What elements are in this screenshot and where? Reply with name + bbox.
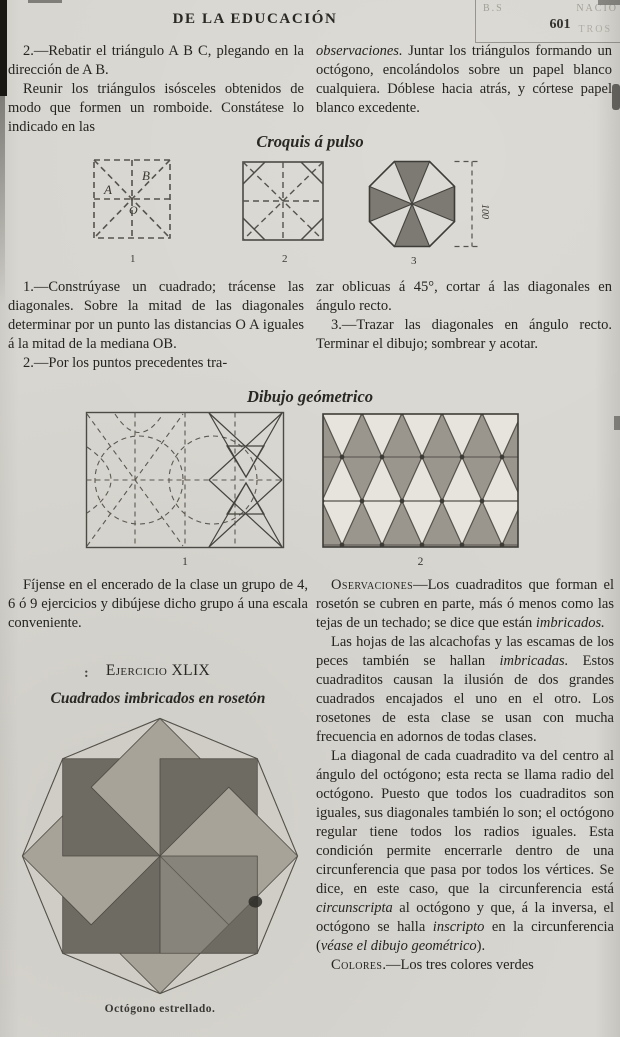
- scan-artifact-right-smudge-2: [614, 416, 620, 430]
- intro-right-column: [316, 42, 612, 118]
- exercise-subtitle: Cuadrados imbricados en rosetón: [50, 690, 266, 707]
- octagon-star-figure: [10, 712, 310, 1005]
- figure-number: 2: [282, 253, 288, 265]
- running-header: DE LA EDUCACIÓN: [172, 11, 338, 27]
- paragraph: 2.—Por los puntos precedentes tra-: [23, 355, 228, 371]
- exercise-heading: Ejercicio XLIX: [105, 662, 211, 679]
- figure-caption: Octógono estrellado.: [104, 1003, 216, 1015]
- ink-mark: :: [84, 666, 89, 681]
- croquis-figure-2: [228, 152, 338, 271]
- figure-number: 3: [411, 255, 417, 267]
- scan-artifact-right-smudge: [612, 84, 620, 110]
- scan-artifact-left-strip: [0, 0, 7, 96]
- croquis-figure-3: [354, 150, 499, 273]
- paragraph: Las hojas de las alcachofas y las escamas de los peces también se hallan imbricadas. Estos cuadraditos causan la ilusión de dos grandes cuadrados encajados el uno en el otro. Los rosetones de esta clase se usan con mucha frecuencia en adornos de todas clases.: [316, 634, 615, 745]
- figure-number: 1: [182, 556, 188, 568]
- stamp-fragment: TROS: [578, 24, 612, 35]
- paragraph: observaciones. Juntar los triángulos formando un octógono, encolándolos sobre un papel blanco cualquiera. Dóblese hacia atrás, y córtese papel blanco excedente.: [316, 43, 612, 116]
- paragraph: 3.—Trazar las diagonales en ángulo recto. Terminar el dibujo; sombrear y acotar.: [316, 317, 612, 352]
- figure-dimension: 100: [479, 204, 490, 219]
- figure-number: 2: [417, 556, 424, 568]
- section-title-dibujo: Dibujo geómetrico: [246, 387, 374, 406]
- dibujo-figure-2: [322, 413, 519, 553]
- library-stamp: [475, 0, 620, 43]
- page-number: 601: [549, 17, 571, 32]
- exercise-intro-column: [8, 576, 308, 633]
- paragraph: zar oblicuas á 45°, cortar á las diagonales en ángulo recto.: [316, 279, 612, 314]
- paragraph: Colores.—Los tres colores verdes: [331, 957, 534, 973]
- stamp-fragment: B.S: [483, 3, 504, 14]
- intro-left-column: [8, 42, 304, 137]
- figure-label-b: B: [142, 168, 150, 183]
- figure-number: 1: [130, 253, 136, 265]
- observations-column: [316, 576, 614, 975]
- steps-right-column: [316, 278, 612, 354]
- section-title-croquis: Croquis á pulso: [256, 132, 364, 151]
- figure-label-a: A: [104, 182, 112, 197]
- paragraph: Oservaciones—Los cuadraditos que forman el rosetón se cubren en parte, más ó menos como las tejas de un techado; se dice que están imbricados.: [316, 577, 614, 631]
- stamp-fragment: NACIO: [576, 3, 618, 14]
- steps-left-column: [8, 278, 304, 373]
- paragraph: Reunir los triángulos isósceles obtenidos de modo que formen un romboide. Constátese lo indicado en las: [8, 81, 304, 135]
- paragraph: La diagonal de cada cuadradito va del centro al ángulo del octógono; esta recta se llama radio del octógono. Puesto que todos los cuadraditos son iguales, sus diagonales también lo son; el octógono regular tiene todos los radios iguales. Esta condición permite encerrarle dentro de una circunferencia que pasa por todos los vértices. Se dice, en este caso, que la circunferencia está circunscripta al octógono y que, á la inversa, el octógono se halla inscripto en la circunferencia (véase el dibujo geométrico).: [316, 748, 614, 954]
- paragraph: 2.—Rebatir el triángulo A B C, plegando en la dirección de A B.: [8, 43, 304, 78]
- scan-artifact-left-fade: [0, 96, 5, 306]
- paragraph: 1.—Constrúyase un cuadrado; trácense las diagonales. Sobre la mitad de las diagonales determinar por un punto las distancias O A iguales á la mitad de la mediana OB.: [8, 279, 304, 352]
- croquis-figure-1: [80, 152, 185, 271]
- dibujo-figure-1: [85, 411, 285, 556]
- scan-artifact-top-mark: [28, 0, 62, 3]
- figure-label-o: O: [129, 203, 138, 217]
- paragraph: Fíjense en el encerado de la clase un grupo de 4, 6 ó 9 ejercicios y dibújese dicho grupo á una escala conveniente.: [8, 577, 308, 631]
